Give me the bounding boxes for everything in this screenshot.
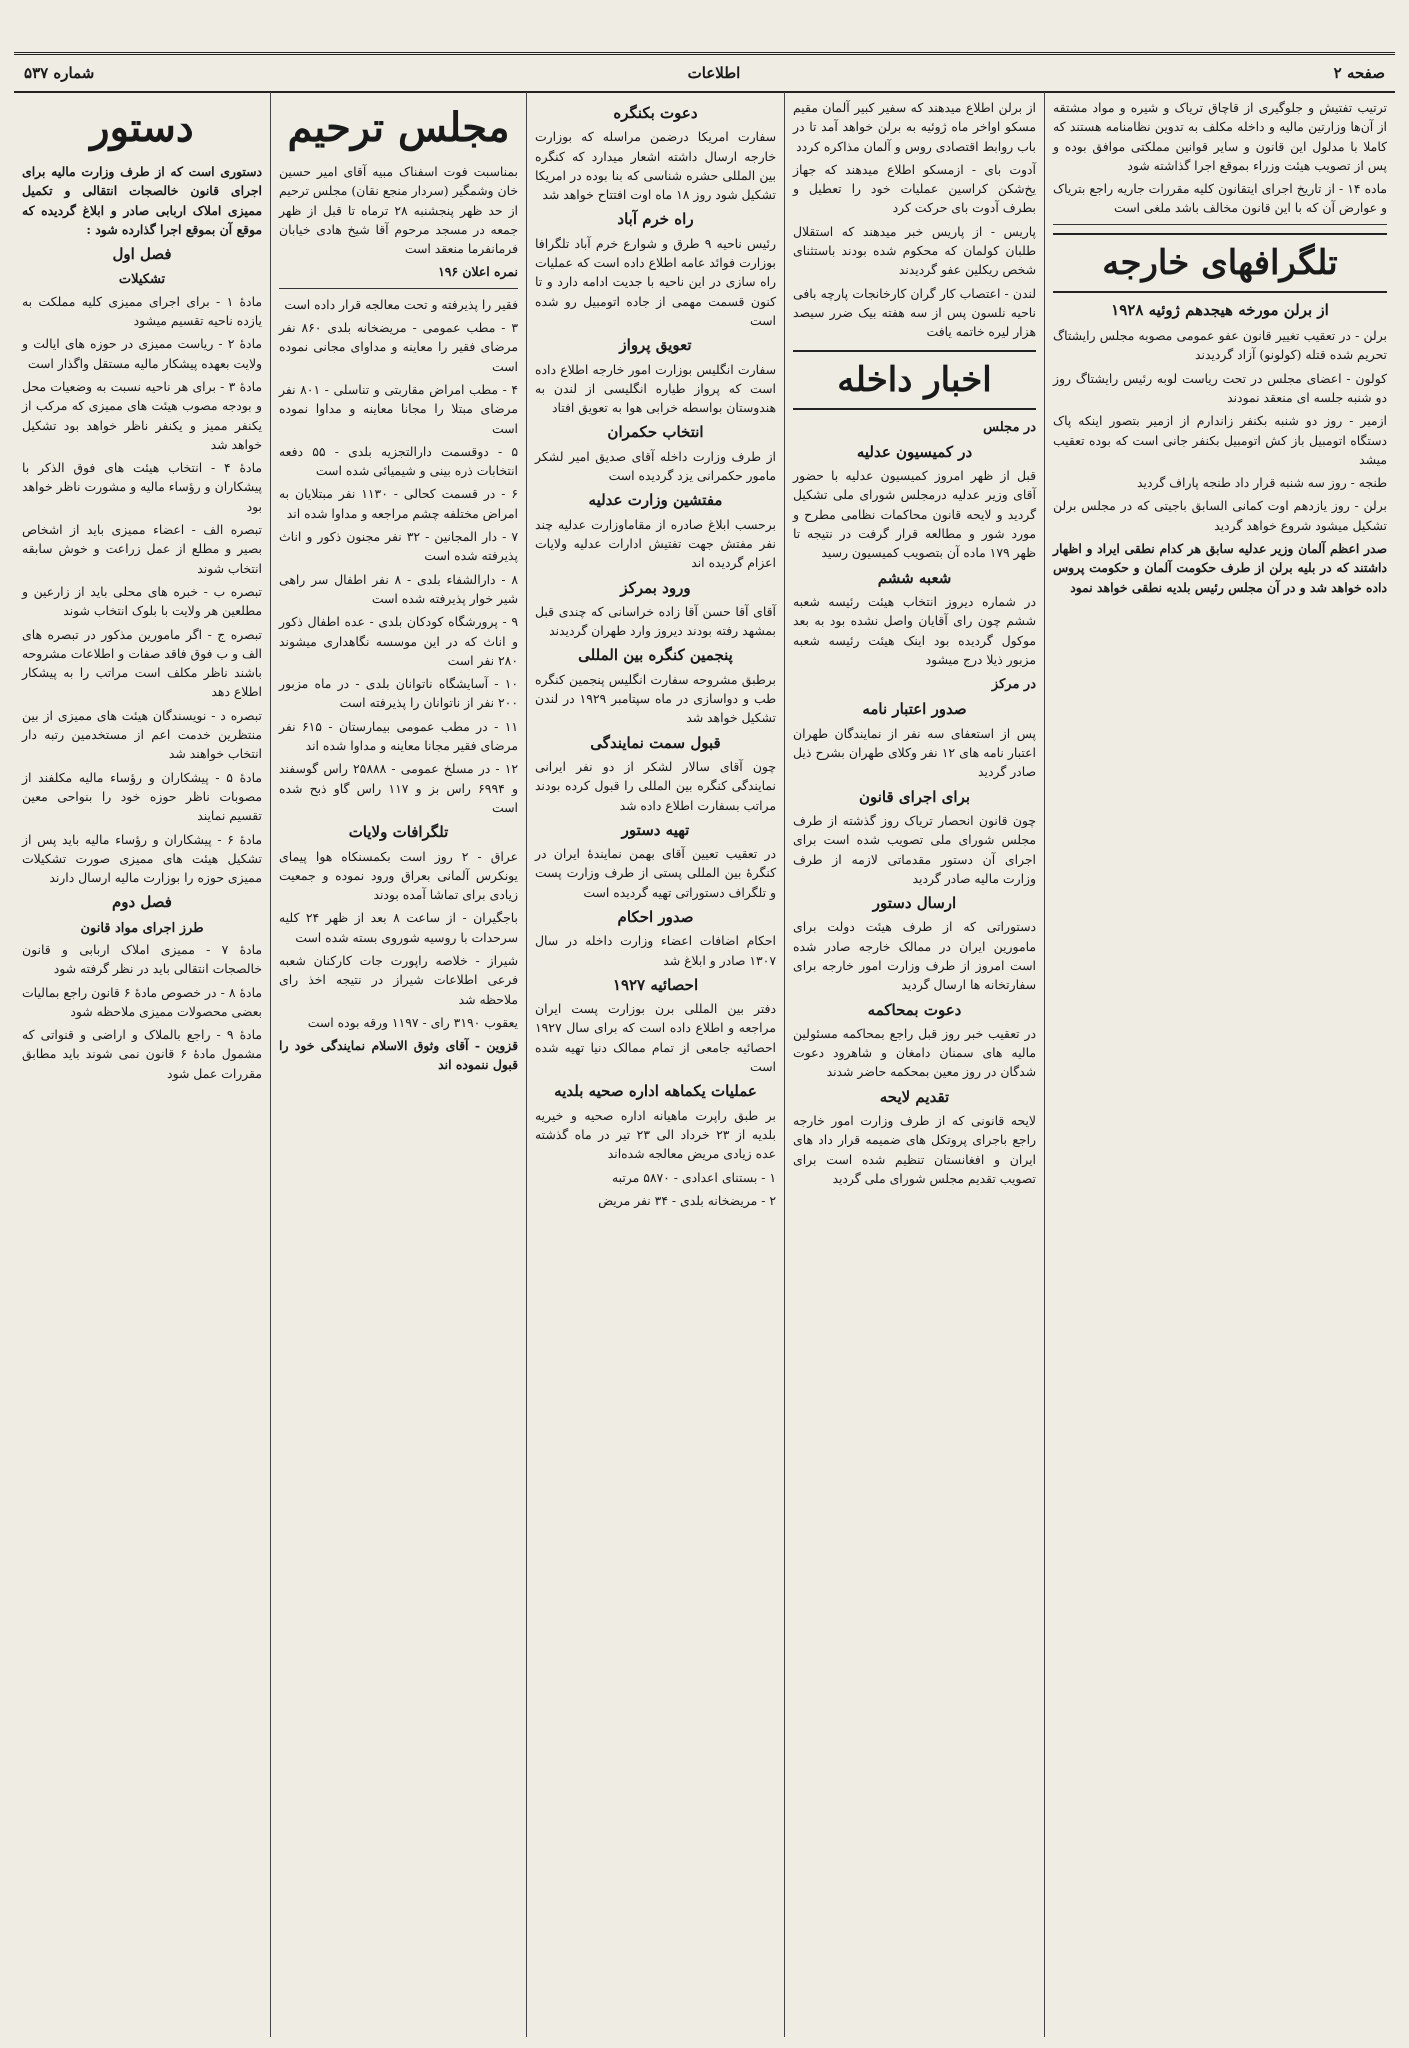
heading-provincial-telegrams: تلگرافات ولایات <box>348 823 449 842</box>
news-item: بر طبق راپرت ماهیانه اداره صحیه و خیریه بلدیه از ۲۳ خرداد الی ۲۳ تیر در ماه گذشته عده زیادی مریض معالجه شده‌اند <box>535 1107 776 1162</box>
heading: انتخاب حکمران <box>607 423 704 442</box>
news-item: طنجه - روز سه شنبه قرار داد طنجه پاراف گردید <box>1137 475 1387 491</box>
article: مادهٔ ۱ - برای اجرای ممیزی کلیه مملکت به یازده ناحیه تقسیم میشود <box>22 293 262 329</box>
news-item: از برلن اطلاع میدهند که سفیر کبیر آلمان مقیم مسکو اواخر ماه ژوئیه به برلن خواهد آمد تا در باب روابط اقتصادی روس و آلمان مذاکره کردد <box>793 100 1036 154</box>
news-item: پس از استعفای سه نفر از نمایندگان طهران اعتبار نامه های ۱۲ نفر وکلای طهران بشرح ذیل صادر گردید <box>793 725 1036 780</box>
news-item: قزوین - آقای وثوق الاسلام نمایندگی خود را قبول ننموده اند <box>279 1038 518 1073</box>
list-item: ۲ - مریضخانه بلدی - ۳۴ نفر مریض <box>598 1192 776 1208</box>
article: تبصره الف - اعضاء ممیزی باید از اشخاص بصیر و مطلع از عمل زراعت و خوش سابقه انتخاب شوند <box>22 522 262 576</box>
heading: مفتشین وزارت عدلیه <box>588 491 723 510</box>
news-item: پاریس - از پاریس خبر میدهند که استقلال طلبان کولمان که محکوم شده بودند باستثنای شخص ریکلین عفو گردیدند <box>793 223 1036 278</box>
article: مادهٔ ۵ - پیشکاران و رؤساء مالیه مکلفند از مصوبات ناظر حوزه خود را بنواحی معین تقسیم نمایند <box>22 769 262 824</box>
heading: برای اجرای قانون <box>858 787 971 806</box>
news-item: عراق - ۲ روز است بکمسنکاه هوا پیمای یونکرس آلمانی بعراق ورود نموده و جمعیت زیادی برای تماشا آمده بودند <box>279 848 518 903</box>
heading: در کمیسیون عدلیه <box>856 442 973 461</box>
issue-number: شماره ۵۳۷ <box>24 64 95 82</box>
lead-paragraph: ماده ۱۴ - از تاریخ اجرای ایتقانون کلیه مقررات جاریه راجع بتریاک و عوارض آن که با این قانون مخالف باشد ملغی است <box>1053 181 1387 216</box>
directive-title: دستور <box>90 104 194 151</box>
paper-name: اطلاعات <box>687 64 741 82</box>
article: مادهٔ ۷ - ممیزی املاک اربابی و قانون خالصجات انتقالی باید در نظر گرفته شود <box>22 941 262 977</box>
news-item: شیراز - خلاصه راپورت جات کارکنان شعبه فرعی اطلاعات شیراز در نتیجه اخذ رای ملاحظه شد <box>279 952 518 1007</box>
heading: ورود بمرکز <box>620 578 691 597</box>
news-item: برطبق مشروحه سفارت انگلیس پنجمین کنگره طب و دواسازی در ماه سپتامبر ۱۹۲۹ در لندن تشکیل خواهد شد <box>535 671 776 726</box>
columns <box>14 92 1395 2037</box>
news-item: دستوراتی که از طرف هیئت دولت برای مامورین ایران در ممالک خارجه صادر شده است امروز از طرف وزارت امور خارجه برای سفارتخانه ها ارسال گردید <box>793 919 1036 993</box>
lead-paragraph: ترتیب تفتیش و جلوگیری از قاچاق تریاک و شیره و مواد مشتقه از آن‌ها وزارتین مالیه و داخله مکلف به تدوین نظامنامه هستند که کاملا با مدلول این قانون و سایر قوانین مملکتی موافق بوده و پس از تصویب هیئت وزراء بموقع اجرا گذاشته شود <box>1053 100 1387 173</box>
column-directive <box>14 92 270 2037</box>
news-item: آدوت بای - ازمسکو اطلاع میدهند که جهاز یخ‌شکن کراسین عملیات خود را تعطیل و بطرف آدوت بای حرکت کرد <box>793 161 1036 216</box>
list-item: ۸ - دارالشفاء بلدی - ۸ نفر اطفال سر راهی شیر خوار پذیرفته شده است <box>279 571 518 606</box>
heading: قبول سمت نمایندگی <box>590 733 721 752</box>
news-item: کولون - اعضای مجلس در تحت ریاست لوبه رئیس رایشتاگ روز دو شنبه جلسه ای منعقد نمودند <box>1053 370 1387 405</box>
news-item: باجگیران - از ساعت ۸ بعد از ظهر ۲۴ کلیه سرحدات با روسیه شوروی بسته شده است <box>279 910 518 945</box>
news-item: در شماره دیروز انتخاب هیئت رئیسه شعبه ششم چون رای آقایان واصل نشده بود به بعد موکول گردیده بود اینک هیئت رئیسه شعبه مزبور ذیلا درج میشود <box>793 593 1036 667</box>
column-domestic-news <box>784 92 1044 2037</box>
article: مادهٔ ۲ - ریاست ممیزی در حوزه های ایالت و ولایت بعهده پیشکار مالیه مستقل واگذار است <box>22 336 262 371</box>
subheading: در مجلس <box>983 419 1036 435</box>
heading: صدور احکام <box>617 907 694 926</box>
chapter-subheading: طرز اجرای مواد قانون <box>80 920 204 936</box>
news-item: برحسب ابلاغ صادره از مقاماوزارت عدلیه چند نفر مفتش جهت تفتیش ادارات عدلیه ولایات اعزام گردیده اند <box>535 516 776 571</box>
article: تبصره ج - اگر مامورین مذکور در تبصره های الف و ب فوق فاقد صفات و اطلاعات مشروحه باشند ناظر مکلف است مراتب را به پیشکار اطلاع دهد <box>22 626 262 700</box>
chapter-heading: فصل اول <box>112 245 172 264</box>
news-item: از طرف وزارت داخله آقای صدیق امیر لشکر مامور حکمرانی یزد گردیده است <box>535 448 776 484</box>
heading: ارسال دستور <box>872 894 957 913</box>
news-item: آقای آقا حسن آقا زاده خراسانی که چندی قبل بمشهد رفته بودند دیروز وارد طهران گردیدند <box>535 603 776 639</box>
heading: احصائیه ۱۹۲۷ <box>612 975 699 994</box>
notice-number: نمره اعلان ۱۹۶ <box>438 264 518 280</box>
heading: تقدیم لایحه <box>879 1087 950 1106</box>
memorial-title: مجلس ترحیم <box>287 104 510 151</box>
news-item: یعقوب ۳۱۹۰ رای - ۱۱۹۷ ورقه بوده است <box>307 1014 518 1030</box>
section-title-domestic: اخبار داخله <box>793 350 1036 410</box>
article: مادهٔ ۳ - برای هر ناحیه نسبت به وضعیات محل و بودجه مصوب هیئت های ممیزی که مرکب از یکنفر ممیز و یکنفر ناظر خواهد بود تشکیل خواهد شد <box>22 378 262 452</box>
heading: تعویق پرواز <box>619 336 692 355</box>
article: مادهٔ ۶ - پیشکاران و رؤساء مالیه باید پس از تشکیل هیئت های ممیزی صورت تشکیلات ممیزی حوزه را بوزارت مالیه ارسال دارند <box>22 831 262 886</box>
list-item: ۱ - بستنای اعدادی - ۵۸۷۰ مرتبه <box>611 1169 776 1185</box>
masthead <box>14 52 1395 93</box>
list-item: ۳ - مطب عمومی - مریضخانه بلدی ۸۶۰ نفر مرضای فقیر را معاینه و مداوای مجانی نموده است <box>279 320 518 374</box>
heading: دعوت بکنگره <box>613 104 698 122</box>
list-item: ۱۰ - آسایشگاه ناتوانان بلدی - در ماه مزبور ۲۰۰ نفر از ناتوانان را پذیرفته است <box>279 676 518 711</box>
section-title-foreign: تلگرافهای خارجه <box>1053 233 1387 293</box>
list-item: ۵ - دوقسمت دارالتجزیه بلدی - ۵۵ دفعه انتخابات ذره بینی و شیمیائی شده است <box>279 443 518 479</box>
heading: دعوت بمحاکمه <box>867 1000 962 1019</box>
list-item: ۶ - در قسمت کحالی - ۱۱۳۰ نفر مبتلایان به امراض مختلفه چشم مراجعه و مداوا شده اند <box>279 486 519 521</box>
directive-intro: دستوری است که از طرف وزارت مالیه برای اجرای قانون خالصجات انتقالی و تکمیل ممیزی املاک اربابی صادر و ابلاغ گردیده که موقع آن بموقع اجرا گذارده شود : <box>22 164 262 237</box>
news-item: احکام اضافات اعضاء وزارت داخله در سال ۱۳۰۷ صادر و ابلاغ شد <box>535 933 776 968</box>
chapter-subheading: تشکیلات <box>118 272 166 288</box>
news-item: قبل از ظهر امروز کمیسیون عدلیه با حضور آقای وزیر عدلیه درمجلس شورای ملی تشکیل گردید و لایحه قانون محاکمات نظامی مطرح و مورد شور و مطالعه قرار گرفت در نتیجه تا ظهر ۱۷۹ ماده آن بتصویب کمیسیون رسید <box>793 468 1036 561</box>
article: مادهٔ ۴ - انتخاب هیئت های فوق الذکر با پیشکاران و رؤساء مالیه و مشورت ناظر خواهد بود <box>22 460 262 514</box>
memorial-text: بمناسبت فوت اسفناک مبیه آقای امیر حسین خان وشمگیر (سردار منجع نقان) مجلس ترحیم از حد ظهر پنجشنبه ۲۸ ترماه تا قبل از ظهر جمعه در مسجد مرحوم آقا شیخ هادی خیابان فرمانفرما منعقد است <box>279 164 518 257</box>
heading: صدور اعتبار نامه <box>862 700 967 719</box>
news-item: ازمیر - روز دو شنبه بکنفر زاندارم از ازمیر بتصور اینکه پاک دستگاه اتومبیل باز کش اتومبیل بکنفر جانی است که بوده تعقیب میشد <box>1053 413 1387 467</box>
heading: عملیات یکماهه اداره صحیه بلدیه <box>554 1082 757 1101</box>
news-item: صدر اعظم آلمان وزیر عدلیه سابق هر کدام نطقی ایراد و اظهار داشتند که در بلیه برلن از طرف حکومت آلمان و حکومت پروس داده خواهد شد و در آن مجلس رئیس بلدیه نطقی خواهد نمود <box>1053 541 1387 595</box>
news-item: لایحه قانونی که از طرف وزارت امور خارجه راجع باجرای پروتکل های ضمیمه قرار داد های ایران و افغانستان تنظیم شده است برای تصویب تقدیم مجلس شورای ملی گردید <box>793 1113 1036 1186</box>
article: مادهٔ ۹ - راجع بالملاک و اراضی و قنواتی که مشمول مادهٔ ۶ قانون نمی شوند باید مطابق مقررات عمل شود <box>22 1027 262 1081</box>
column-memorial <box>270 92 526 2037</box>
news-item: رئیس ناحیه ۹ طرق و شوارع خرم آباد تلگرافا بوزارت فوائد عامه اطلاع داده است که عملیات راه سازی در این ناحیه با جدیت ادامه دارد و تا کنون قسمت مهمی از جاده اتومبیل رو شده است <box>535 235 776 328</box>
news-item: لندن - اعتصاب کار گران کارخانجات پارچه بافی ناحیه نلسون پس از سه هفته بیک ضرر سیصد هزار لیره خاتمه یافت <box>793 285 1036 340</box>
news-item: چون قانون انحصار تریاک روز گذشته از طرف مجلس شورای ملی تصویب شده است برای اجرای آن دستور مقدماتی لازمه از طرف وزارت مالیه صادر گردید <box>793 812 1036 886</box>
news-item: دفتر بین المللی برن بوزارت پست ایران مراجعه و اطلاع داده است که برای سال ۱۹۲۷ احصائیه جامعی از تمام ممالک دنیا تهیه شده است <box>535 1001 776 1075</box>
list-item: ۹ - پرورشگاه کودکان بلدی - عده اطفال ذکور و اناث که در این موسسه نگاهداری میشوند ۲۸۰ نفر است <box>279 614 518 668</box>
heading: پنجمین کنگره بین المللی <box>578 646 733 665</box>
foreign-dateline: از برلن مورخه هیجدهم ژوئیه ۱۹۲۸ <box>1111 300 1329 319</box>
news-item: چون آقای سالار لشکر از دو نفر ایرانی نمایندگی کنگره بین المللی را قبول کرده بودند مراتب بسفارت اطلاع داده شد <box>535 758 776 813</box>
news-item: برلن - روز یازدهم اوت کمانی السابق باجیتی که در مجلس برلن تشکیل میشود شروع خواهد گردید <box>1053 498 1387 533</box>
column-briefs <box>526 92 784 2037</box>
page-number: صفحه ۲ <box>1333 64 1385 82</box>
news-item: برلن - در تعقیب تغییر قانون عفو عمومی مصوبه مجلس رایشتاگ تحریم شده قتله (کولونو) آزاد گردیدند <box>1053 328 1387 363</box>
news-item: در تعقیب تعیین آقای بهمن نمایندهٔ ایران در کنگرهٔ بین المللی پستی از طرف وزارت پست و تلگراف دستوراتی تهیه گردیده است <box>535 846 776 900</box>
article: مادهٔ ۸ - در خصوص مادهٔ ۶ قانون راجع بمالیات بعضی محصولات ممیزی ملاحظه شود <box>22 984 262 1019</box>
news-item: در تعقیب خبر روز قبل راجع بمحاکمه مسئولین مالیه های سمنان دامغان و شاهرود دعوت شدگان در روز معین بمحکمه حاضر شدند <box>793 1025 1036 1080</box>
list-item: ۱۱ - در مطب عمومی بیمارستان - ۶۱۵ نفر مرضای فقیر مجانا معاینه و مداوا شده اند <box>279 718 518 754</box>
list-item: فقیر را پذیرفته و تحت معالجه قرار داده است <box>284 296 518 312</box>
column-foreign-telegrams <box>1044 92 1395 2037</box>
list-item: ۷ - دار المجانین - ۳۲ نفر مجنون ذکور و اناث پذیرفته شده است <box>279 529 518 564</box>
subheading: در مرکز <box>991 677 1036 693</box>
chapter-heading: فصل دوم <box>112 893 172 912</box>
heading: شعبه ششم <box>877 568 952 587</box>
news-item: سفارت امریکا درضمن مراسله که بوزارت خارجه ارسال داشته اشعار میدارد که کنگره بین المللی حشره شناسی که بنا بوده در امریکا تشکیل شود روز ۱۸ ماه اوت افتتاح خواهد شد <box>535 129 776 203</box>
heading: تهیه دستور <box>621 820 690 839</box>
heading: راه خرم آباد <box>617 210 694 229</box>
news-item: سفارت انگلیس بوزارت امور خارجه اطلاع داده است که پرواز طیاره انگلیسی از لندن به هندوستان بواسطه خرابی هوا به تعویق افتاد <box>535 361 776 416</box>
article: تبصره ب - خبره های محلی باید از زارعین و مطلعین هر ولایت با بلوک انتخاب شوند <box>22 583 262 619</box>
list-item: ۴ - مطب امراض مقاربتی و تناسلی - ۸۰۱ نفر مرضای مبتلا را مجانا معاینه و مداوا نموده است <box>279 381 518 436</box>
article: تبصره د - نویسندگان هیئت های ممیزی از بین منتظرین خدمت اعم از مستخدمین رتبه دار انتخاب خواهند شد <box>22 707 262 762</box>
list-item: ۱۲ - در مسلخ عمومی - ۲۵۸۸۸ راس گوسفند و ۶۹۹۴ راس بز و ۱۱۷ راس گاو ذبح شده است <box>279 761 518 815</box>
